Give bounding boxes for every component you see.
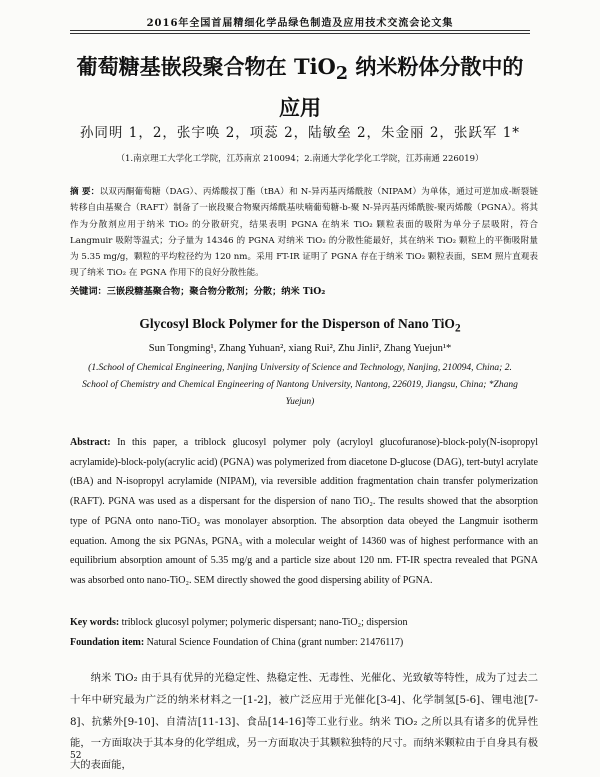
affiliation-chinese: （1.南京理工大学化工学院，江苏南京 210094；2.南通大学化学化工学院，江苏南通 226019） xyxy=(116,154,484,164)
page-number: 52 xyxy=(70,751,82,761)
affiliation-english: (1.School of Chemical Engineering, Nanjing University of Science and Technology, Nanjing, 210094, China; 2. School of Chemistry and Chemical Engineering of Nantong University, Nantong, 226019, Jiangsu, China; *Zhang Yuejun) xyxy=(82,363,518,407)
body-text xyxy=(70,668,538,777)
abstract-english-label: Abstract: xyxy=(70,437,111,448)
title-english: Glycosyl Block Polymer for the Disperson of Nano TiO$_2$ xyxy=(139,316,461,335)
abstract-chinese-text: 以双丙酮葡萄糖（DAG）、丙烯酸叔丁酯（tBA）和 N-异丙基丙烯酰胺（NIPAM）为单体，通过可逆加成-断裂链转移自由基聚合（RAFT）制备了一嵌段聚合物聚丙烯酰基呋喃葡萄糖-b-聚 N-异丙基丙烯酰胺-聚丙烯酸（PGNA）。将其作为分散剂应用于纳米 TiO₂ 的分散研究，结果表明 PGNA 在纳米 TiO₂ 颗粒表面的吸附为单分子层吸附，符合 Langmuir 吸附等温式；分子量为 14346 的 PGNA 对纳米 TiO₂ 的分散性能最好，其在纳米 TiO₂ 颗粒上的平衡吸附量为 5.35 mg/g，颗粒的平均粒径约为 120 nm。采用 FT-IR 证明了 PGNA 存在于纳米 TiO₂ 颗粒表面，SEM 照片直观表现了纳米 TiO₂ 在 PGNA 作用下的良好分散性能。 xyxy=(70,187,538,279)
abstract-english-text: In this paper, a triblock glucosyl polymer poly (acryloyl glucofuranose)-block-poly(N-isopropyl acrylamide)-block-poly(acrylic acid) (PGNA) was polymerized from diacetone D-glucose (DAG), tert-butyl acrylate (tBA) and N-isopropyl acrylamide (NIPAM), via reversible addition fragmentation chain transfer polymerization (RAFT). PGNA was used as a dispersant for the dispersion of nano TiO₂. The results showed that the absorption type of PGNA onto nano-TiO₂ was monolayer absorption. The absorption data obeyed the Langmuir isotherm equation. Among the six PGNAs, PGNA₃ with a molecular weight of 14360 was of highest performance with an equilibrium absorption amount of 5.35 mg/g and a particle size about 120 nm. FT-IR spectra revealed that PGNA was absorbed onto nano-TiO₂. SEM directly showed the good dispersing ability of PGNA. xyxy=(70,437,538,586)
keywords-chinese-label: 关键词： xyxy=(70,286,107,297)
authors-chinese: 孙同明 1，2，张宇唤 2，项蕊 2，陆敏垒 2，朱金丽 2，张跃军 1* xyxy=(79,125,521,141)
keywords-english-text: triblock glucosyl polymer; polymeric dispersant; nano-TiO₂; dispersion xyxy=(121,617,408,628)
body-paragraph: 纳米 TiO₂ 由于具有优异的光稳定性、热稳定性、无毒性、光催化、光致敏等特性，成为了过去二十年中研究最为广泛的纳米材料之一[1-2]，被广泛应用于光催化[3-4]、化学制氢[5-6]、锂电池[7-8]、抗紫外[9-10]、自清洁[11-13]、食品[14-16]等工业行业。纳米 TiO₂ 之所以具有诸多的优异性能，一方面取决于其本身的化学组成，另一方面取决于其颗粒独特的尺寸。而纳米颗粒由于自身具有极大的表面能， xyxy=(70,672,538,772)
abstract-chinese-label: 摘 要： xyxy=(70,187,100,197)
keywords-chinese xyxy=(70,283,538,297)
authors-english: Sun Tongming¹, Zhang Yuhuan², xiang Rui², Zhu Jinli², Zhang Yuejun¹* xyxy=(148,343,452,354)
abstract-english xyxy=(70,433,538,591)
header-rule xyxy=(70,30,530,31)
header-rule-double xyxy=(70,33,530,34)
foundation-text: Natural Science Foundation of China (grant number: 21476117) xyxy=(146,637,404,648)
keywords-chinese-text: 三嵌段糖基聚合物；聚合物分散剂；分散；纳米 TiO₂ xyxy=(106,286,326,297)
abstract-chinese xyxy=(70,184,538,282)
title-chinese: 葡萄糖基嵌段聚合物在 TiO$_2$ 纳米粉体分散中的 应用 xyxy=(76,54,524,121)
running-header: 2016年全国首届精细化学品绿色制造及应用技术交流会论文集 xyxy=(146,18,454,29)
foundation-item xyxy=(70,637,538,648)
keywords-english xyxy=(70,617,538,628)
keywords-english-label: Key words: xyxy=(70,617,120,628)
foundation-label: Foundation item: xyxy=(70,637,145,648)
